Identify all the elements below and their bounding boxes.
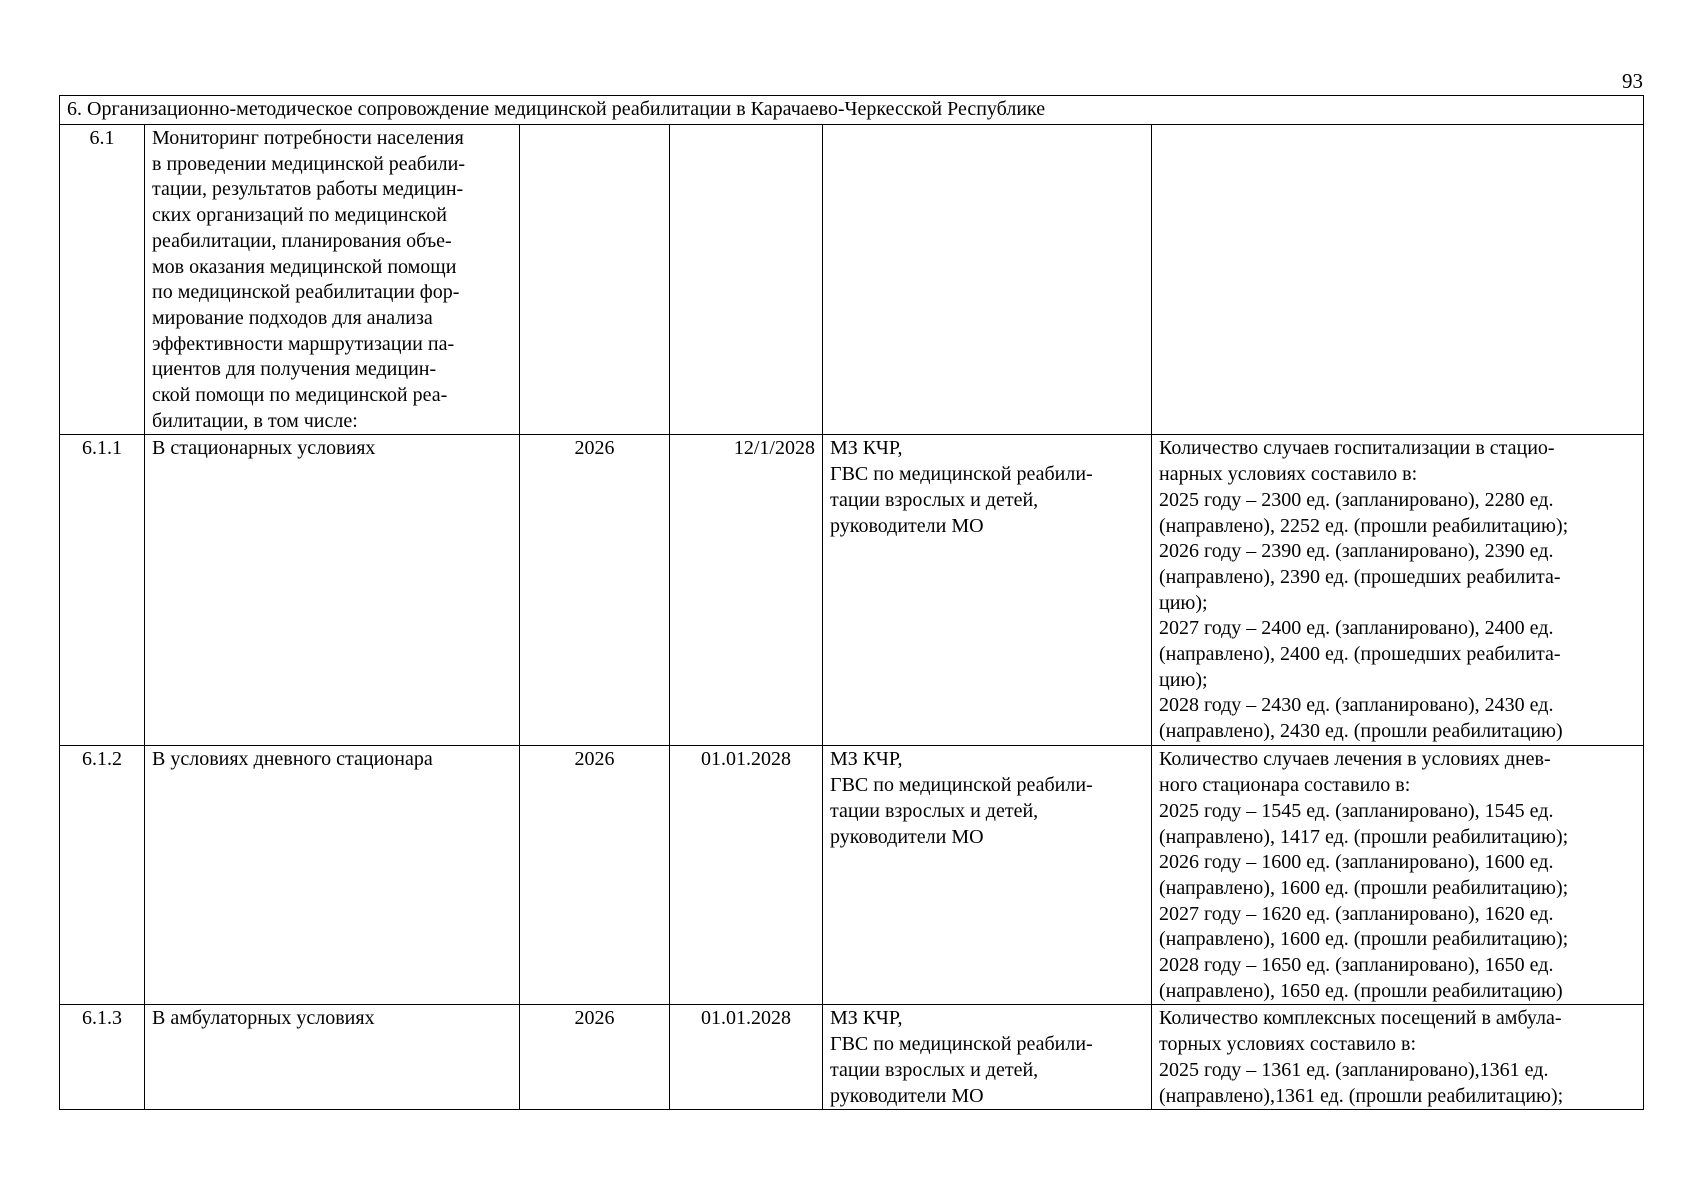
text-line: МЗ КЧР, xyxy=(830,748,903,771)
item-name xyxy=(145,746,520,1005)
table-row xyxy=(60,435,1644,746)
text-line: по медицинской реабилитации фор- xyxy=(152,281,460,304)
text-line: ГВС по медицинской реабили- xyxy=(830,774,1093,797)
start-year xyxy=(520,125,670,435)
end-date: 01.01.2028 xyxy=(670,746,823,1005)
text-line: руководители МО xyxy=(830,825,984,848)
text-line: 2025 году – 1361 ед. (запланировано),1361 ед. xyxy=(1159,1058,1549,1081)
text-line: (направлено), 1650 ед. (прошли реабилитацию) xyxy=(1159,979,1563,1002)
text-line: (направлено), 2400 ед. (прошедших реабилита- xyxy=(1159,643,1561,666)
start-year: 2026 xyxy=(520,746,670,1005)
text-line: (направлено), 2252 ед. (прошли реабилитацию); xyxy=(1159,514,1569,537)
start-year: 2026 xyxy=(520,1005,670,1110)
text-line: 2028 году – 1650 ед. (запланировано), 1650 ед. xyxy=(1159,954,1554,977)
responsible xyxy=(823,1005,1152,1110)
item-number: 6.1.3 xyxy=(60,1005,145,1110)
item-name xyxy=(145,435,520,746)
expected-result xyxy=(1152,435,1644,746)
text-line: (направлено), 1600 ед. (прошли реабилитацию); xyxy=(1159,876,1569,899)
text-line: МЗ КЧР, xyxy=(830,1007,903,1030)
text-line: тации взрослых и детей, xyxy=(830,799,1039,822)
text-line: 2026 году – 1600 ед. (запланировано), 1600 ед. xyxy=(1159,851,1554,874)
section-row xyxy=(60,96,1644,125)
text-line: (направлено), 2430 ед. (прошли реабилитацию) xyxy=(1159,720,1563,743)
text-line: нарных условиях составило в: xyxy=(1159,463,1418,486)
text-line: мирование подходов для анализа xyxy=(152,306,433,329)
item-name xyxy=(145,1005,520,1110)
item-number: 6.1.2 xyxy=(60,746,145,1005)
item-number: 6.1.1 xyxy=(60,435,145,746)
text-line: (направлено), 1417 ед. (прошли реабилитацию); xyxy=(1159,825,1569,848)
text-line: торных условиях составило в: xyxy=(1159,1033,1417,1056)
text-line: Мониторинг потребности населения xyxy=(152,127,464,149)
text-line: тации, результатов работы медицин- xyxy=(152,178,464,201)
text-line: 2026 году – 2390 ед. (запланировано), 2390 ед. xyxy=(1159,540,1554,563)
text-line: реабилитации, планирования объе- xyxy=(152,229,452,252)
text-line: тации взрослых и детей, xyxy=(830,488,1039,511)
text-line: 2025 году – 1545 ед. (запланировано), 1545 ед. xyxy=(1159,799,1554,822)
text-line: циентов для получения медицин- xyxy=(152,358,437,381)
table-row xyxy=(60,1005,1644,1110)
page-number: 93 xyxy=(1622,69,1643,93)
text-line: Количество случаев лечения в условиях днев- xyxy=(1159,748,1551,771)
text-line: 2025 году – 2300 ед. (запланировано), 2280 ед. xyxy=(1159,488,1554,511)
section-title: 6. Организационно-методическое сопровождение медицинской реабилитации в Карачаево-Черкесской Республике xyxy=(60,96,1644,125)
table-row xyxy=(60,125,1644,435)
text-line: ских организаций по медицинской xyxy=(152,204,447,227)
text-line: ного стационара составило в: xyxy=(1159,774,1411,797)
text-line: (направлено),1361 ед. (прошли реабилитацию); xyxy=(1159,1084,1564,1107)
end-date: 12/1/2028 xyxy=(670,435,823,746)
text-line: (направлено), 2390 ед. (прошедших реабилита- xyxy=(1159,565,1561,588)
text-line: 2028 году – 2430 ед. (запланировано), 2430 ед. xyxy=(1159,694,1554,717)
text-line: В стационарных условиях xyxy=(152,437,376,460)
expected-result xyxy=(1152,125,1644,435)
text-line: Количество случаев госпитализации в стацио- xyxy=(1159,437,1555,460)
text-line: цию); xyxy=(1159,668,1208,691)
text-line: ской помощи по медицинской реа- xyxy=(152,384,448,407)
expected-result xyxy=(1152,1005,1644,1110)
end-date xyxy=(670,125,823,435)
text-line: ГВС по медицинской реабили- xyxy=(830,1033,1093,1056)
text-line: 2027 году – 2400 ед. (запланировано), 2400 ед. xyxy=(1159,617,1554,640)
text-line: (направлено), 1600 ед. (прошли реабилитацию); xyxy=(1159,928,1569,951)
text-line: руководители МО xyxy=(830,1084,984,1107)
responsible xyxy=(823,746,1152,1005)
item-name xyxy=(145,125,520,435)
text-line: Количество комплексных посещений в амбула- xyxy=(1159,1007,1562,1030)
responsible xyxy=(823,125,1152,435)
text-line: В амбулаторных условиях xyxy=(152,1007,375,1030)
text-line: В условиях дневного стационара xyxy=(152,748,433,771)
expected-result xyxy=(1152,746,1644,1005)
text-line: цию); xyxy=(1159,591,1208,614)
text-line: 2027 году – 1620 ед. (запланировано), 1620 ед. xyxy=(1159,902,1554,925)
text-line: ГВС по медицинской реабили- xyxy=(830,463,1093,486)
start-year: 2026 xyxy=(520,435,670,746)
end-date: 01.01.2028 xyxy=(670,1005,823,1110)
text-line: тации взрослых и детей, xyxy=(830,1058,1039,1081)
text-line: руководители МО xyxy=(830,514,984,537)
text-line: мов оказания медицинской помощи xyxy=(152,255,457,278)
text-line: МЗ КЧР, xyxy=(830,437,903,460)
text-line: в проведении медицинской реабили- xyxy=(152,152,466,175)
responsible xyxy=(823,435,1152,746)
text-line: эффективности маршрутизации па- xyxy=(152,332,455,355)
rehabilitation-plan-table xyxy=(59,95,1644,1110)
text-line: билитации, в том числе: xyxy=(152,409,358,432)
item-number: 6.1 xyxy=(60,125,145,435)
table-row xyxy=(60,746,1644,1005)
